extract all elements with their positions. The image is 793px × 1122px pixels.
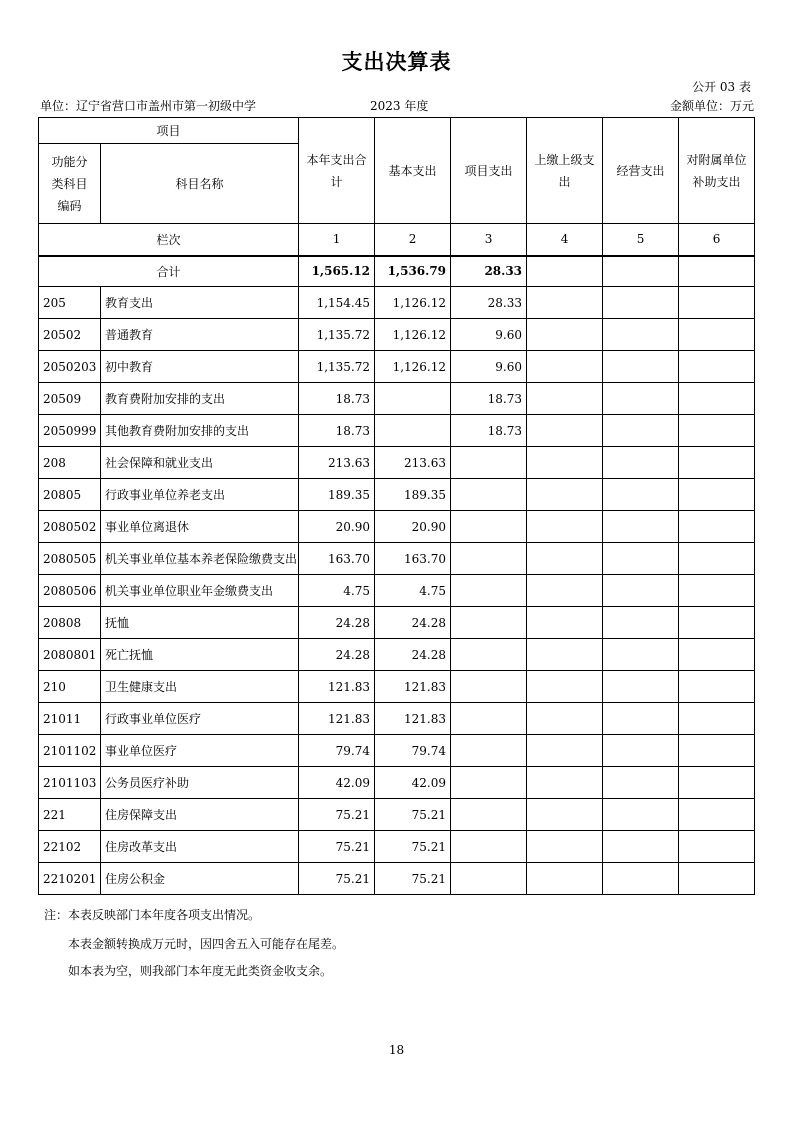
row-value: 1,135.72 [299, 351, 375, 383]
table-row [39, 575, 755, 607]
row-name: 事业单位医疗 [101, 735, 299, 767]
row-code: 205 [39, 287, 101, 319]
row-value [527, 639, 603, 671]
row-name: 其他教育费附加安排的支出 [101, 415, 299, 447]
row-value [451, 703, 527, 735]
row-value [527, 383, 603, 415]
total-cell: 28.33 [451, 256, 527, 287]
row-value: 79.74 [375, 735, 451, 767]
row-value: 18.73 [451, 415, 527, 447]
row-value [527, 703, 603, 735]
row-code: 21011 [39, 703, 101, 735]
note-2: 本表金额转换成万元时，因四舍五入可能存在尾差。 [68, 937, 345, 951]
table-row [39, 671, 755, 703]
row-index-label: 栏次 [39, 224, 299, 256]
row-code: 2101103 [39, 767, 101, 799]
header-col-5: 经营支出 [603, 118, 679, 224]
row-name: 教育支出 [101, 287, 299, 319]
row-value [603, 831, 679, 863]
row-value [603, 703, 679, 735]
row-value [603, 799, 679, 831]
row-code: 210 [39, 671, 101, 703]
row-value: 75.21 [299, 799, 375, 831]
row-value [603, 351, 679, 383]
header-item: 项目 [39, 118, 299, 144]
row-value [451, 639, 527, 671]
row-value: 189.35 [299, 479, 375, 511]
expenditure-table [38, 117, 755, 895]
row-value [451, 671, 527, 703]
table-row [39, 831, 755, 863]
row-value [603, 479, 679, 511]
row-value [679, 575, 755, 607]
row-value [527, 575, 603, 607]
total-label: 合计 [39, 256, 299, 287]
row-value [679, 799, 755, 831]
row-code: 2080505 [39, 543, 101, 575]
row-value: 24.28 [299, 607, 375, 639]
row-value [527, 735, 603, 767]
row-value [527, 479, 603, 511]
row-value [451, 479, 527, 511]
row-value [603, 671, 679, 703]
table-row [39, 863, 755, 895]
row-value [451, 831, 527, 863]
column-number: 3 [451, 224, 527, 256]
row-name: 事业单位离退休 [101, 511, 299, 543]
row-value [451, 543, 527, 575]
table-row [39, 799, 755, 831]
row-value [679, 319, 755, 351]
amount-unit-label: 金额单位：万元 [669, 99, 754, 113]
row-value: 20.90 [299, 511, 375, 543]
row-value: 121.83 [375, 671, 451, 703]
row-name: 住房公积金 [101, 863, 299, 895]
row-value [375, 415, 451, 447]
row-value [527, 671, 603, 703]
row-value [679, 383, 755, 415]
row-value [679, 351, 755, 383]
header-code: 功能分类科目编码 [39, 144, 101, 224]
row-code: 2080506 [39, 575, 101, 607]
row-value: 121.83 [375, 703, 451, 735]
row-value [451, 735, 527, 767]
row-value: 4.75 [375, 575, 451, 607]
row-value [603, 383, 679, 415]
row-value: 1,154.45 [299, 287, 375, 319]
row-code: 20502 [39, 319, 101, 351]
total-cell: 1,565.12 [299, 256, 375, 287]
table-row [39, 703, 755, 735]
row-value: 79.74 [299, 735, 375, 767]
row-value [679, 639, 755, 671]
row-code: 2050203 [39, 351, 101, 383]
table-row [39, 639, 755, 671]
row-value [679, 703, 755, 735]
header-col-6: 对附属单位补助支出 [679, 118, 755, 224]
row-value [603, 287, 679, 319]
row-value [679, 671, 755, 703]
row-value: 1,126.12 [375, 319, 451, 351]
row-code: 2080801 [39, 639, 101, 671]
table-row [39, 479, 755, 511]
row-value [603, 735, 679, 767]
table-row [39, 287, 755, 319]
row-name: 死亡抚恤 [101, 639, 299, 671]
column-number: 1 [299, 224, 375, 256]
row-name: 抚恤 [101, 607, 299, 639]
row-value: 213.63 [299, 447, 375, 479]
row-value: 213.63 [375, 447, 451, 479]
row-value: 163.70 [375, 543, 451, 575]
total-cell [603, 256, 679, 287]
row-value [603, 415, 679, 447]
table-row [39, 383, 755, 415]
row-code: 20808 [39, 607, 101, 639]
row-name: 教育费附加安排的支出 [101, 383, 299, 415]
row-name: 普通教育 [101, 319, 299, 351]
table-row [39, 607, 755, 639]
row-value: 163.70 [299, 543, 375, 575]
row-code: 22102 [39, 831, 101, 863]
row-value: 75.21 [299, 863, 375, 895]
report-meta [40, 97, 754, 113]
row-value [527, 543, 603, 575]
row-value [527, 607, 603, 639]
header-col-2: 基本支出 [375, 118, 451, 224]
row-value [451, 511, 527, 543]
row-value: 9.60 [451, 351, 527, 383]
row-value [679, 415, 755, 447]
table-row [39, 735, 755, 767]
header-col-1: 本年支出合计 [299, 118, 375, 224]
unit-label: 单位：辽宁省营口市盖州市第一初级中学 [40, 99, 257, 113]
row-value [527, 319, 603, 351]
row-value: 75.21 [299, 831, 375, 863]
row-value [527, 351, 603, 383]
row-value [527, 287, 603, 319]
row-value: 1,126.12 [375, 351, 451, 383]
row-name: 机关事业单位职业年金缴费支出 [101, 575, 299, 607]
row-value [603, 639, 679, 671]
row-value [603, 319, 679, 351]
row-value [679, 479, 755, 511]
row-value: 75.21 [375, 799, 451, 831]
row-name: 公务员医疗补助 [101, 767, 299, 799]
row-value: 9.60 [451, 319, 527, 351]
table-row [39, 543, 755, 575]
row-code: 2101102 [39, 735, 101, 767]
row-value [603, 767, 679, 799]
table-row [39, 351, 755, 383]
row-value [679, 287, 755, 319]
row-value [451, 863, 527, 895]
table-row [39, 447, 755, 479]
row-name: 住房改革支出 [101, 831, 299, 863]
row-value [527, 767, 603, 799]
row-value: 28.33 [451, 287, 527, 319]
row-value: 18.73 [299, 383, 375, 415]
row-value: 1,135.72 [299, 319, 375, 351]
row-value: 75.21 [375, 863, 451, 895]
row-value: 1,126.12 [375, 287, 451, 319]
row-value [679, 863, 755, 895]
row-code: 2210201 [39, 863, 101, 895]
row-value [679, 511, 755, 543]
column-number: 6 [679, 224, 755, 256]
row-code: 20509 [39, 383, 101, 415]
row-value [603, 607, 679, 639]
row-value [603, 543, 679, 575]
row-value: 42.09 [299, 767, 375, 799]
row-value [451, 767, 527, 799]
row-value [679, 767, 755, 799]
row-value: 121.83 [299, 671, 375, 703]
row-value: 42.09 [375, 767, 451, 799]
row-value [603, 511, 679, 543]
row-value [527, 799, 603, 831]
total-cell [527, 256, 603, 287]
row-name: 初中教育 [101, 351, 299, 383]
total-row [39, 256, 755, 287]
row-value [375, 383, 451, 415]
row-value [527, 831, 603, 863]
column-number: 4 [527, 224, 603, 256]
row-value [679, 543, 755, 575]
row-value [527, 447, 603, 479]
row-value: 75.21 [375, 831, 451, 863]
table-row [39, 511, 755, 543]
row-name: 住房保障支出 [101, 799, 299, 831]
row-value [679, 831, 755, 863]
row-name: 机关事业单位基本养老保险缴费支出 [101, 543, 299, 575]
row-value: 18.73 [451, 383, 527, 415]
header-col-4: 上缴上级支出 [527, 118, 603, 224]
note-3: 如本表为空，则我部门本年度无此类资金收支余。 [68, 964, 333, 978]
row-value [527, 863, 603, 895]
row-name: 卫生健康支出 [101, 671, 299, 703]
form-number: 公开 03 表 [692, 80, 751, 94]
row-value [527, 511, 603, 543]
table-row [39, 319, 755, 351]
row-value [679, 447, 755, 479]
row-value: 18.73 [299, 415, 375, 447]
row-value [451, 575, 527, 607]
row-value [679, 607, 755, 639]
row-value [603, 447, 679, 479]
header-col-3: 项目支出 [451, 118, 527, 224]
column-number: 2 [375, 224, 451, 256]
total-cell [679, 256, 755, 287]
column-number: 5 [603, 224, 679, 256]
table-row [39, 415, 755, 447]
page-number: 18 [388, 1043, 405, 1057]
row-value [451, 607, 527, 639]
row-value [451, 447, 527, 479]
row-value: 24.28 [299, 639, 375, 671]
row-value [603, 863, 679, 895]
row-name: 社会保障和就业支出 [101, 447, 299, 479]
row-code: 208 [39, 447, 101, 479]
row-value [527, 415, 603, 447]
row-name: 行政事业单位养老支出 [101, 479, 299, 511]
row-name: 行政事业单位医疗 [101, 703, 299, 735]
row-value: 121.83 [299, 703, 375, 735]
row-code: 2080502 [39, 511, 101, 543]
row-code: 221 [39, 799, 101, 831]
total-cell: 1,536.79 [375, 256, 451, 287]
row-value: 24.28 [375, 639, 451, 671]
header-name: 科目名称 [101, 144, 299, 224]
row-code: 2050999 [39, 415, 101, 447]
row-value: 189.35 [375, 479, 451, 511]
row-value: 20.90 [375, 511, 451, 543]
row-value [679, 735, 755, 767]
year-label: 2023 年度 [370, 99, 429, 113]
page-title: 支出决算表 [341, 49, 452, 74]
row-value [451, 799, 527, 831]
row-value: 24.28 [375, 607, 451, 639]
table-row [39, 767, 755, 799]
row-value [603, 575, 679, 607]
row-code: 20805 [39, 479, 101, 511]
note-1: 注：本表反映部门本年度各项支出情况。 [44, 908, 261, 922]
row-value: 4.75 [299, 575, 375, 607]
